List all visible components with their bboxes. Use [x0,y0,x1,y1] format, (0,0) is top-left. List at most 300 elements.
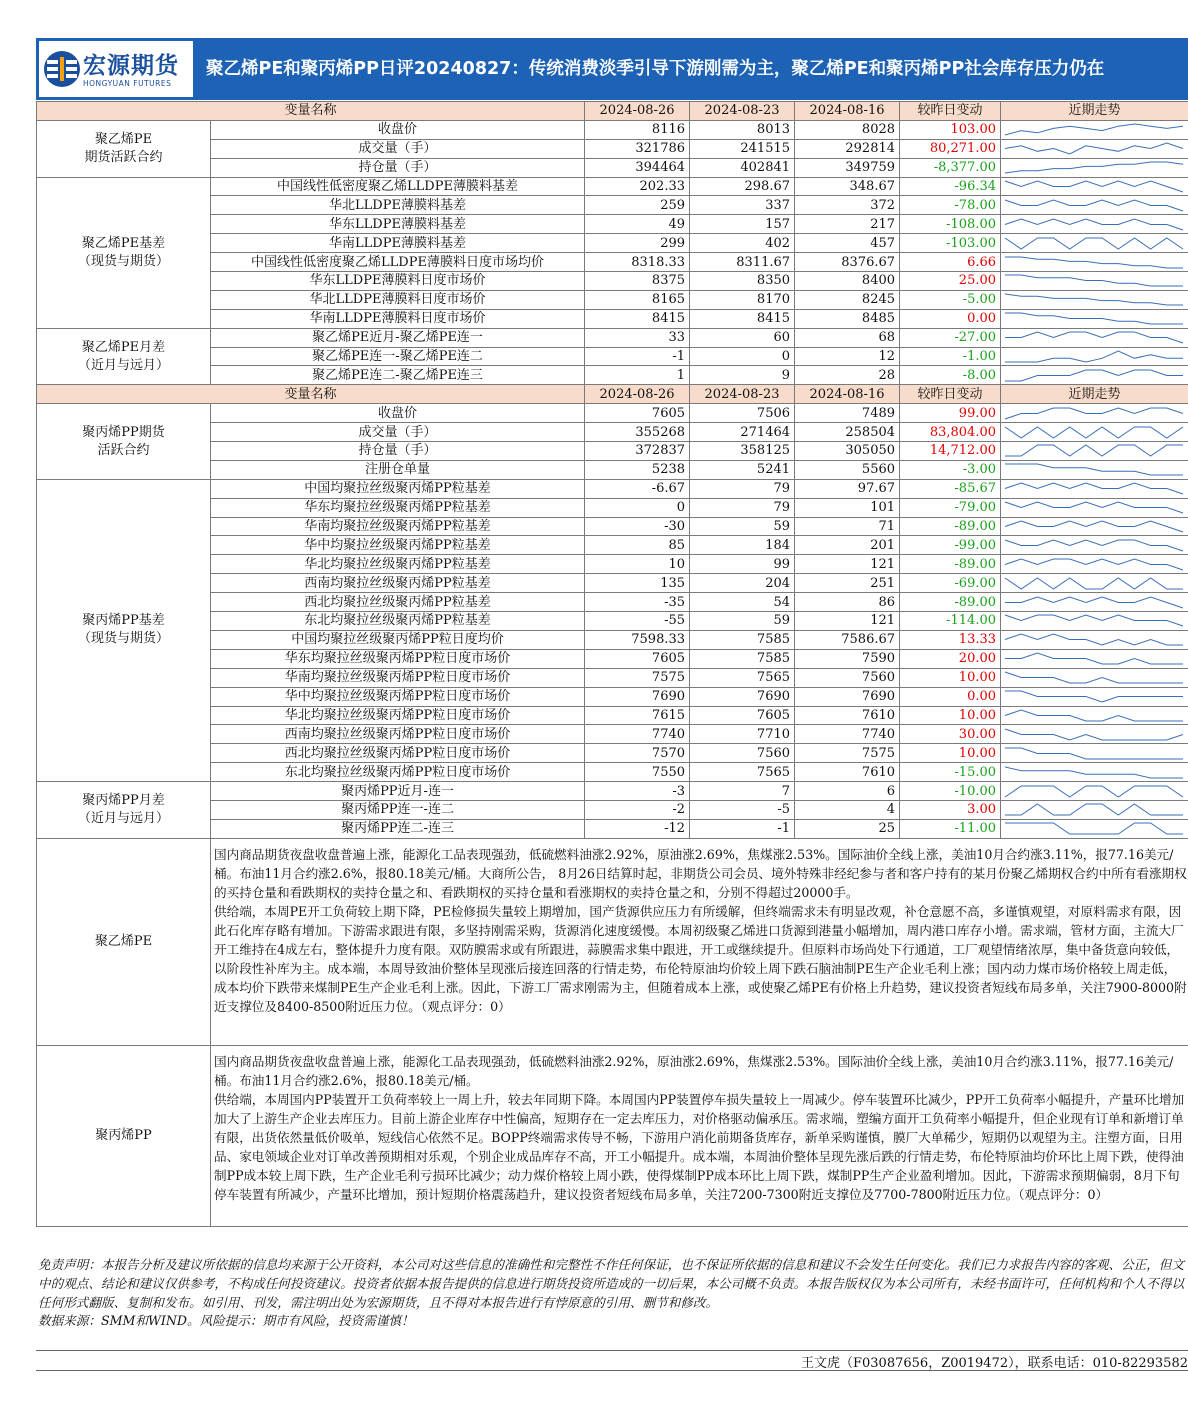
variable-name: 聚乙烯PE连一-聚乙烯PE连二 [211,347,585,366]
value-date-2: 5241 [690,460,795,479]
trend-cell [1001,253,1188,272]
footer-rule-top [36,1350,1188,1351]
value-date-3: 372 [795,196,900,215]
value-date-1: 1 [585,366,690,385]
daily-change: 30.00 [900,725,1001,744]
trend-sparkline [1001,216,1187,233]
trend-sparkline [1001,612,1187,629]
trend-sparkline [1001,669,1187,686]
value-date-1: -35 [585,593,690,612]
value-date-2: 60 [690,328,795,347]
header-date-1: 2024-08-26 [585,102,690,121]
disclaimer-text: 免责声明：本报告分析及建议所依据的信息均来源于公开资料，本公司对这些信息的准确性和完整性不作任何保证，也不保证所依据的信息和建议不会发生任何变化。我们已力求报告内容的客观、公正，但文中的观点、结论和建议仅供参考，不构成任何投资建议。投资者依据本报告提供的信息进行期货投资所造成的一切后果，本公司概不负责。本报告版权仅为本公司所有，未经书面许可，任何机构和个人不得以任何形式翻版、复制和发布。如引用、刊发，需注明出处为宏源期货，且不得对本报告进行有悖原意的引用、删节和修改。 [38,1257,1185,1310]
trend-sparkline [1001,291,1187,308]
table-row [37,404,1188,423]
value-date-2: 7560 [690,744,795,763]
trend-sparkline [1001,801,1187,818]
trend-line [1005,162,1183,173]
trend-line [1005,427,1183,438]
value-date-3: 28 [795,366,900,385]
variable-name: 成交量（手） [211,139,585,158]
trend-sparkline [1001,442,1187,459]
report-title: 聚乙烯PE和聚丙烯PP日评20240827：传统消费淡季引导下游刚需为主，聚乙烯PE和聚丙烯PP社会库存压力仍在 [206,59,1105,79]
commentary-label: 聚丙烯PP [37,1045,211,1226]
value-date-2: 7565 [690,763,795,782]
trend-line [1005,257,1183,268]
daily-change: 20.00 [900,649,1001,668]
trend-line [1005,691,1183,702]
value-date-3: 8485 [795,309,900,328]
trend-sparkline [1001,631,1187,648]
variable-name: 聚乙烯PE近月-聚乙烯PE连一 [211,328,585,347]
value-date-2: 79 [690,479,795,498]
value-date-3: 348.67 [795,177,900,196]
trend-cell [1001,498,1188,517]
variable-name: 华东均聚拉丝级聚丙烯PP粒基差 [211,498,585,517]
commentary-label: 聚乙烯PE [37,838,211,1045]
header-date-2: 2024-08-23 [690,102,795,121]
trend-cell [1001,309,1188,328]
trend-cell [1001,687,1188,706]
value-date-2: 337 [690,196,795,215]
trend-cell [1001,215,1188,234]
daily-change: -103.00 [900,234,1001,253]
value-date-1: 394464 [585,158,690,177]
daily-change: 83,804.00 [900,423,1001,442]
trend-cell [1001,404,1188,423]
variable-name: 中国线性低密度聚乙烯LLDPE薄膜料基差 [211,177,585,196]
trend-line [1005,502,1183,513]
trend-sparkline [1001,783,1187,800]
trend-sparkline [1001,688,1187,705]
trend-line [1005,540,1183,551]
value-date-1: 8165 [585,290,690,309]
daily-change: 10.00 [900,706,1001,725]
data-table [36,101,1188,1227]
value-date-1: -6.67 [585,479,690,498]
value-date-2: 7605 [690,706,795,725]
trend-line [1005,597,1183,608]
value-date-1: 259 [585,196,690,215]
daily-change: -3.00 [900,460,1001,479]
value-date-2: 54 [690,593,795,612]
daily-change: 10.00 [900,668,1001,687]
trend-line [1005,181,1183,192]
value-date-3: 8028 [795,120,900,139]
trend-line [1005,351,1183,362]
value-date-3: 251 [795,574,900,593]
trend-cell [1001,139,1188,158]
value-date-2: 7710 [690,725,795,744]
value-date-2: 402841 [690,158,795,177]
value-date-2: 8311.67 [690,253,795,272]
variable-name: 西南均聚拉丝级聚丙烯PP粒基差 [211,574,585,593]
value-date-1: 0 [585,498,690,517]
daily-change: 6.66 [900,253,1001,272]
trend-sparkline [1001,575,1187,592]
trend-cell [1001,630,1188,649]
trend-cell [1001,649,1188,668]
trend-cell [1001,706,1188,725]
variable-name: 收盘价 [211,404,585,423]
trend-cell [1001,763,1188,782]
variable-name: 持仓量（手） [211,442,585,461]
trend-sparkline [1001,348,1187,365]
trend-sparkline [1001,121,1187,138]
daily-change: 25.00 [900,272,1001,291]
trend-cell [1001,819,1188,838]
variable-name: 华中均聚拉丝级聚丙烯PP粒日度市场价 [211,687,585,706]
trend-line [1005,445,1183,456]
variable-name: 华东均聚拉丝级聚丙烯PP粒日度市场价 [211,649,585,668]
daily-change: -11.00 [900,819,1001,838]
value-date-2: 157 [690,215,795,234]
table-row [37,177,1188,196]
value-date-1: 10 [585,555,690,574]
group-label-line: 聚丙烯PP基差 [82,613,165,629]
daily-change: -5.00 [900,290,1001,309]
value-date-2: 8013 [690,120,795,139]
trend-cell [1001,234,1188,253]
value-date-3: 12 [795,347,900,366]
trend-line [1005,219,1183,230]
trend-sparkline [1001,235,1187,252]
header-date-3: 2024-08-16 [795,102,900,121]
value-date-2: 59 [690,612,795,631]
trend-line [1005,124,1183,135]
trend-sparkline [1001,461,1187,478]
trend-sparkline [1001,140,1187,157]
value-date-2: -1 [690,819,795,838]
value-date-1: 7575 [585,668,690,687]
trend-sparkline [1001,650,1187,667]
value-date-1: -55 [585,612,690,631]
daily-change: -8.00 [900,366,1001,385]
header-date-1: 2024-08-26 [585,385,690,404]
value-date-3: 217 [795,215,900,234]
value-date-1: 135 [585,574,690,593]
group-label-line: 聚乙烯PE基差 [81,235,166,251]
value-date-3: 71 [795,517,900,536]
variable-name: 华中均聚拉丝级聚丙烯PP粒基差 [211,536,585,555]
trend-sparkline [1001,820,1187,837]
trend-cell [1001,328,1188,347]
column-header-row [37,102,1188,121]
value-date-2: 59 [690,517,795,536]
variable-name: 成交量（手） [211,423,585,442]
value-date-1: 7598.33 [585,630,690,649]
table-row [37,328,1188,347]
daily-change: 3.00 [900,800,1001,819]
value-date-1: 7605 [585,404,690,423]
trend-cell [1001,612,1188,631]
value-date-1: 355268 [585,423,690,442]
variable-name: 华北均聚拉丝级聚丙烯PP粒基差 [211,555,585,574]
daily-change: 0.00 [900,687,1001,706]
trend-line [1005,672,1183,683]
trend-line [1005,370,1183,381]
value-date-1: -2 [585,800,690,819]
value-date-2: 298.67 [690,177,795,196]
group-label-line: （近月与远月） [77,810,169,826]
value-date-3: 457 [795,234,900,253]
trend-line [1005,748,1183,759]
value-date-2: 184 [690,536,795,555]
trend-line [1005,634,1183,645]
value-date-3: 7489 [795,404,900,423]
trend-line [1005,313,1183,324]
value-date-3: 7610 [795,706,900,725]
variable-name: 聚乙烯PE连二-聚乙烯PE连三 [211,366,585,385]
value-date-3: 7690 [795,687,900,706]
daily-change: -85.67 [900,479,1001,498]
daily-change: 13.33 [900,630,1001,649]
value-date-3: 349759 [795,158,900,177]
trend-sparkline [1001,537,1187,554]
variable-name: 中国均聚拉丝级聚丙烯PP粒日度均价 [211,630,585,649]
trend-cell [1001,442,1188,461]
variable-name: 聚丙烯PP连一-连二 [211,800,585,819]
value-date-2: 204 [690,574,795,593]
value-date-2: 271464 [690,423,795,442]
group-label-line: 聚乙烯PE月差 [81,339,166,355]
daily-change: 14,712.00 [900,442,1001,461]
value-date-2: 7585 [690,649,795,668]
trend-cell [1001,290,1188,309]
trend-line [1005,578,1183,589]
trend-cell [1001,272,1188,291]
trend-cell [1001,782,1188,801]
trend-sparkline [1001,518,1187,535]
commentary-paragraph: 国内商品期货夜盘收盘普遍上涨，能源化工品表现强劲，低硫燃料油涨2.92%，原油涨2.69%，焦煤涨2.53%。国际油价全线上涨，美油10月合约涨3.11%，报77.16美元/桶。布油11月合约涨2.6%，报80.18美元/桶。大商所公告， 8月26日结算时起，非期货公司会员、境外特殊非经纪参与者和客户持有的某月份聚乙烯期权合约中所有看涨期权的买持仓量和看跌期权的卖持仓量之和、看跌期权的买持仓量和看涨期权的卖持仓量之和，分别不得超过20000手。 [214,846,1187,900]
table-row [37,479,1188,498]
value-date-1: 7605 [585,649,690,668]
header-change: 较昨日变动 [900,102,1001,121]
group-label [37,404,211,480]
trend-cell [1001,555,1188,574]
value-date-3: 97.67 [795,479,900,498]
value-date-3: 7560 [795,668,900,687]
trend-line [1005,200,1183,211]
value-date-3: 8376.67 [795,253,900,272]
variable-name: 华北均聚拉丝级聚丙烯PP粒日度市场价 [211,706,585,725]
value-date-1: 5238 [585,460,690,479]
trend-sparkline [1001,405,1187,422]
variable-name: 华南均聚拉丝级聚丙烯PP粒日度市场价 [211,668,585,687]
trend-cell [1001,177,1188,196]
header-date-3: 2024-08-16 [795,385,900,404]
variable-name: 西北均聚拉丝级聚丙烯PP粒基差 [211,593,585,612]
commentary-text [211,1045,1188,1226]
trend-line [1005,408,1183,419]
trend-line [1005,464,1183,475]
value-date-1: 299 [585,234,690,253]
value-date-2: 0 [690,347,795,366]
group-label-line: （现货与期货） [77,631,169,647]
group-label-line: 活跃合约 [97,442,150,458]
value-date-3: 6 [795,782,900,801]
group-label-line: （近月与远月） [77,357,169,373]
value-date-2: 7585 [690,630,795,649]
pp-commentary-row [37,1045,1188,1226]
daily-change: -89.00 [900,517,1001,536]
table-row [37,782,1188,801]
daily-change: -8,377.00 [900,158,1001,177]
report-header [36,38,1188,100]
value-date-2: 241515 [690,139,795,158]
trend-sparkline [1001,556,1187,573]
trend-line [1005,786,1183,797]
trend-line [1005,143,1183,154]
trend-sparkline [1001,594,1187,611]
value-date-3: 121 [795,612,900,631]
daily-change: -79.00 [900,498,1001,517]
trend-sparkline [1001,254,1187,271]
daily-change: -1.00 [900,347,1001,366]
value-date-3: 86 [795,593,900,612]
trend-sparkline [1001,707,1187,724]
value-date-3: 7586.67 [795,630,900,649]
value-date-3: 7610 [795,763,900,782]
variable-name: 华北LLDPE薄膜料日度市场价 [211,290,585,309]
value-date-3: 305050 [795,442,900,461]
variable-name: 持仓量（手） [211,158,585,177]
trend-sparkline [1001,329,1187,346]
trend-sparkline [1001,159,1187,176]
variable-name: 华东LLDPE薄膜料基差 [211,215,585,234]
company-logo [39,41,193,97]
trend-line [1005,710,1183,721]
group-label-line: 聚丙烯PP月差 [82,792,165,808]
trend-cell [1001,196,1188,215]
trend-cell [1001,517,1188,536]
daily-change: -69.00 [900,574,1001,593]
pe-commentary-row [37,838,1188,1045]
trend-line [1005,559,1183,570]
variable-name: 收盘价 [211,120,585,139]
group-label-line: 期货活跃合约 [84,149,163,165]
daily-change: -89.00 [900,593,1001,612]
value-date-1: -3 [585,782,690,801]
value-date-2: 7 [690,782,795,801]
variable-name: 华东LLDPE薄膜料日度市场价 [211,272,585,291]
disclaimer [38,1256,1188,1352]
value-date-1: 85 [585,536,690,555]
trend-cell [1001,574,1188,593]
value-date-1: -1 [585,347,690,366]
value-date-1: 202.33 [585,177,690,196]
daily-change: -96.34 [900,177,1001,196]
group-label-line: （现货与期货） [77,253,169,269]
value-date-1: 8415 [585,309,690,328]
group-label [37,120,211,177]
value-date-1: 8375 [585,272,690,291]
value-date-1: 372837 [585,442,690,461]
value-date-2: 358125 [690,442,795,461]
trend-line [1005,483,1183,494]
value-date-3: 121 [795,555,900,574]
trend-line [1005,275,1183,286]
variable-name: 华南LLDPE薄膜料基差 [211,234,585,253]
value-date-3: 7590 [795,649,900,668]
variable-name: 东北均聚拉丝级聚丙烯PP粒基差 [211,612,585,631]
daily-change: -108.00 [900,215,1001,234]
daily-change: 99.00 [900,404,1001,423]
trend-line [1005,804,1183,815]
value-date-1: 8116 [585,120,690,139]
value-date-3: 25 [795,819,900,838]
trend-sparkline [1001,178,1187,195]
value-date-2: -5 [690,800,795,819]
value-date-2: 8350 [690,272,795,291]
group-label [37,177,211,328]
variable-name: 中国线性低密度聚乙烯LLDPE薄膜料日度市场均价 [211,253,585,272]
daily-change: -78.00 [900,196,1001,215]
value-date-1: -30 [585,517,690,536]
trend-cell [1001,536,1188,555]
trend-cell [1001,423,1188,442]
daily-change: 103.00 [900,120,1001,139]
header-date-2: 2024-08-23 [690,385,795,404]
daily-change: -114.00 [900,612,1001,631]
commentary-paragraph: 供给端，本周国内PP装置开工负荷率较上一周上升，较去年同期下降。本周国内PP装置停车损失量较上一周减少。停车装置环比减少，PP开工负荷率小幅提升，产量环比增加加大了上游生产企业去库压力。目前上游企业库存中性偏高，短期存在一定去库压力，对价格驱动偏承压。需求端，塑编方面开工负荷率小幅提升，但企业现有订单和新增订单有限，出货依然量低价吸单，短线信心依然不足。BOPP终端需求传导不畅，下游用户消化前期备货库存，新单采购谨慎，膜厂大单稀少，短期仍以观望为主。注塑方面，日用品、家电领域企业对订单改善预期相对乐观，个别企业成品库存不高，开工小幅提升。成本端，本周油价整体呈现先涨后跌的行情走势，布伦特原油均价环比上周下跌，使得油制PP成本较上周下跌，生产企业毛利亏损环比减少；动力煤价格较上周小跌，使得煤制PP成本环比上周下跌，煤制PP生产企业盈利增加。因此，下游需求预期偏弱，8月下旬停车装置有所减少，产量环比增加，预计短期价格震荡趋升，建议投资者短线布局多单，关注7200-7300附近支撑位及7700-7800附近压力位。（观点评分：0） [214,1091,1185,1202]
variable-name: 西北均聚拉丝级聚丙烯PP粒日度市场价 [211,744,585,763]
daily-change: -15.00 [900,763,1001,782]
value-date-2: 8415 [690,309,795,328]
trend-sparkline [1001,424,1187,441]
trend-cell [1001,120,1188,139]
trend-cell [1001,725,1188,744]
value-date-3: 5560 [795,460,900,479]
daily-change: 10.00 [900,744,1001,763]
value-date-3: 201 [795,536,900,555]
daily-change: 80,271.00 [900,139,1001,158]
trend-line [1005,521,1183,532]
trend-cell [1001,347,1188,366]
value-date-3: 7575 [795,744,900,763]
column-header-row [37,385,1188,404]
value-date-1: 7690 [585,687,690,706]
trend-line [1005,615,1183,626]
variable-name: 东北均聚拉丝级聚丙烯PP粒日度市场价 [211,763,585,782]
value-date-2: 7506 [690,404,795,423]
daily-change: 0.00 [900,309,1001,328]
trend-line [1005,238,1183,249]
value-date-1: 321786 [585,139,690,158]
trend-cell [1001,366,1188,385]
daily-change: -27.00 [900,328,1001,347]
author-contact: 王文虎（F03087656，Z0019472），联系电话：010-82293582 [801,1356,1188,1371]
trend-cell [1001,800,1188,819]
value-date-3: 8245 [795,290,900,309]
value-date-2: 7565 [690,668,795,687]
logo-emblem-icon [43,47,81,91]
trend-line [1005,729,1183,740]
group-label-line: 聚乙烯PE [94,131,153,147]
trend-cell [1001,668,1188,687]
trend-line [1005,823,1183,834]
group-label [37,782,211,839]
value-date-2: 8170 [690,290,795,309]
value-date-1: 7740 [585,725,690,744]
value-date-3: 101 [795,498,900,517]
trend-sparkline [1001,310,1187,327]
group-label [37,479,211,781]
trend-sparkline [1001,764,1187,781]
header-variable-name: 变量名称 [37,385,585,404]
group-label [37,328,211,385]
value-date-1: 49 [585,215,690,234]
